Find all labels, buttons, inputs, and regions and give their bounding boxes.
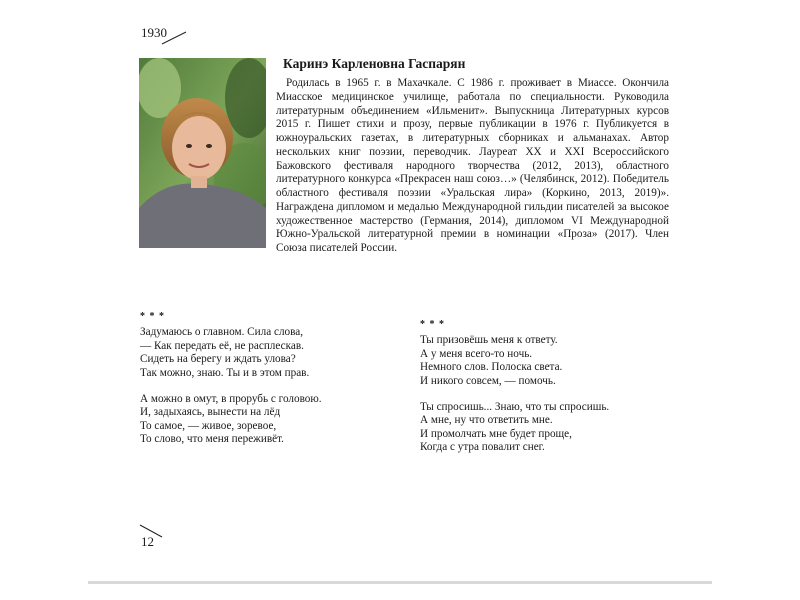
poem-line: Когда с утра повалит снег. xyxy=(420,441,545,454)
poem-stanza xyxy=(140,326,322,380)
poem-line: — Как передать её, не расплескав. xyxy=(140,339,304,352)
poem-line: И никого совсем, — помочь. xyxy=(420,374,556,387)
poem-line: Ты спросишь... Знаю, что ты спросишь. xyxy=(420,401,610,414)
author-bio: Родилась в 1965 г. в Махачкале. С 1986 г. проживает в Миассе. Окончила Миасское медицинское училище, работала по специальности. Руководила литературным объединением «Ильменит». Выпускница Литературных курсов 2015 г. Пишет стихи и прозу, первые публикации в 1976 г. Публикуется в южноуральских газетах, в литературных сборниках и альманахах. Автор нескольких книг поэзии, переводчик. Лауреат XX и XXI Всероссийского Бажовского фестиваля народного творчества (2012, 2013), областного литературного конкурса «Прекрасен наш союз…» (Челябинск, 2012). Победитель областного фестиваля поэзии «Уральская лира» (Коркино, 2013, 2019)». Награждена дипломом и медалью Международной гильдии писателей за высокое художественное мастерство (Германия, 2014), дипломом VI Международной Южно-Уральской литературной премии в номинации «Проза» (2017). Член Союза писателей России. xyxy=(276,77,669,254)
poem-line: Ты призовёшь меня к ответу. xyxy=(420,334,558,347)
poem xyxy=(140,310,322,460)
author-name: Каринэ Карленовна Гаспарян xyxy=(283,56,466,71)
page-bottom-divider xyxy=(88,581,712,584)
poem-line: Сидеть на берегу и ждать улова? xyxy=(140,353,296,366)
poem-line: А можно в омут, в прорубь с головою. xyxy=(140,393,322,406)
page-number: 12 xyxy=(141,534,154,549)
poem-line: И промолчать мне будет проще, xyxy=(420,427,572,440)
poem xyxy=(420,318,609,468)
poem-line: И, задыхаясь, вынести на лёд xyxy=(140,406,281,419)
poem-stanza xyxy=(420,401,609,455)
poem-stanza xyxy=(420,334,609,388)
poem-separator-stars: * * * xyxy=(420,319,445,330)
poem-separator-stars: * * * xyxy=(140,311,165,322)
poem-line: Задумаюсь о главном. Сила слова, xyxy=(140,326,304,339)
corner-slash-mark xyxy=(160,30,188,46)
poem-line: То самое, — живое, зоревое, xyxy=(140,419,277,432)
poem-line: Так можно, знаю. Ты и в этом прав. xyxy=(140,366,310,379)
poem-line: А у меня всего-то ночь. xyxy=(420,347,533,360)
poem-stanza xyxy=(140,393,322,447)
poem-line: Немного слов. Полоска света. xyxy=(420,361,563,374)
year-label: 1930 xyxy=(141,25,167,40)
poem-line: То слово, что меня переживёт. xyxy=(140,433,284,446)
author-photo xyxy=(139,58,266,248)
poem-line: А мне, ну что ответить мне. xyxy=(420,414,553,427)
